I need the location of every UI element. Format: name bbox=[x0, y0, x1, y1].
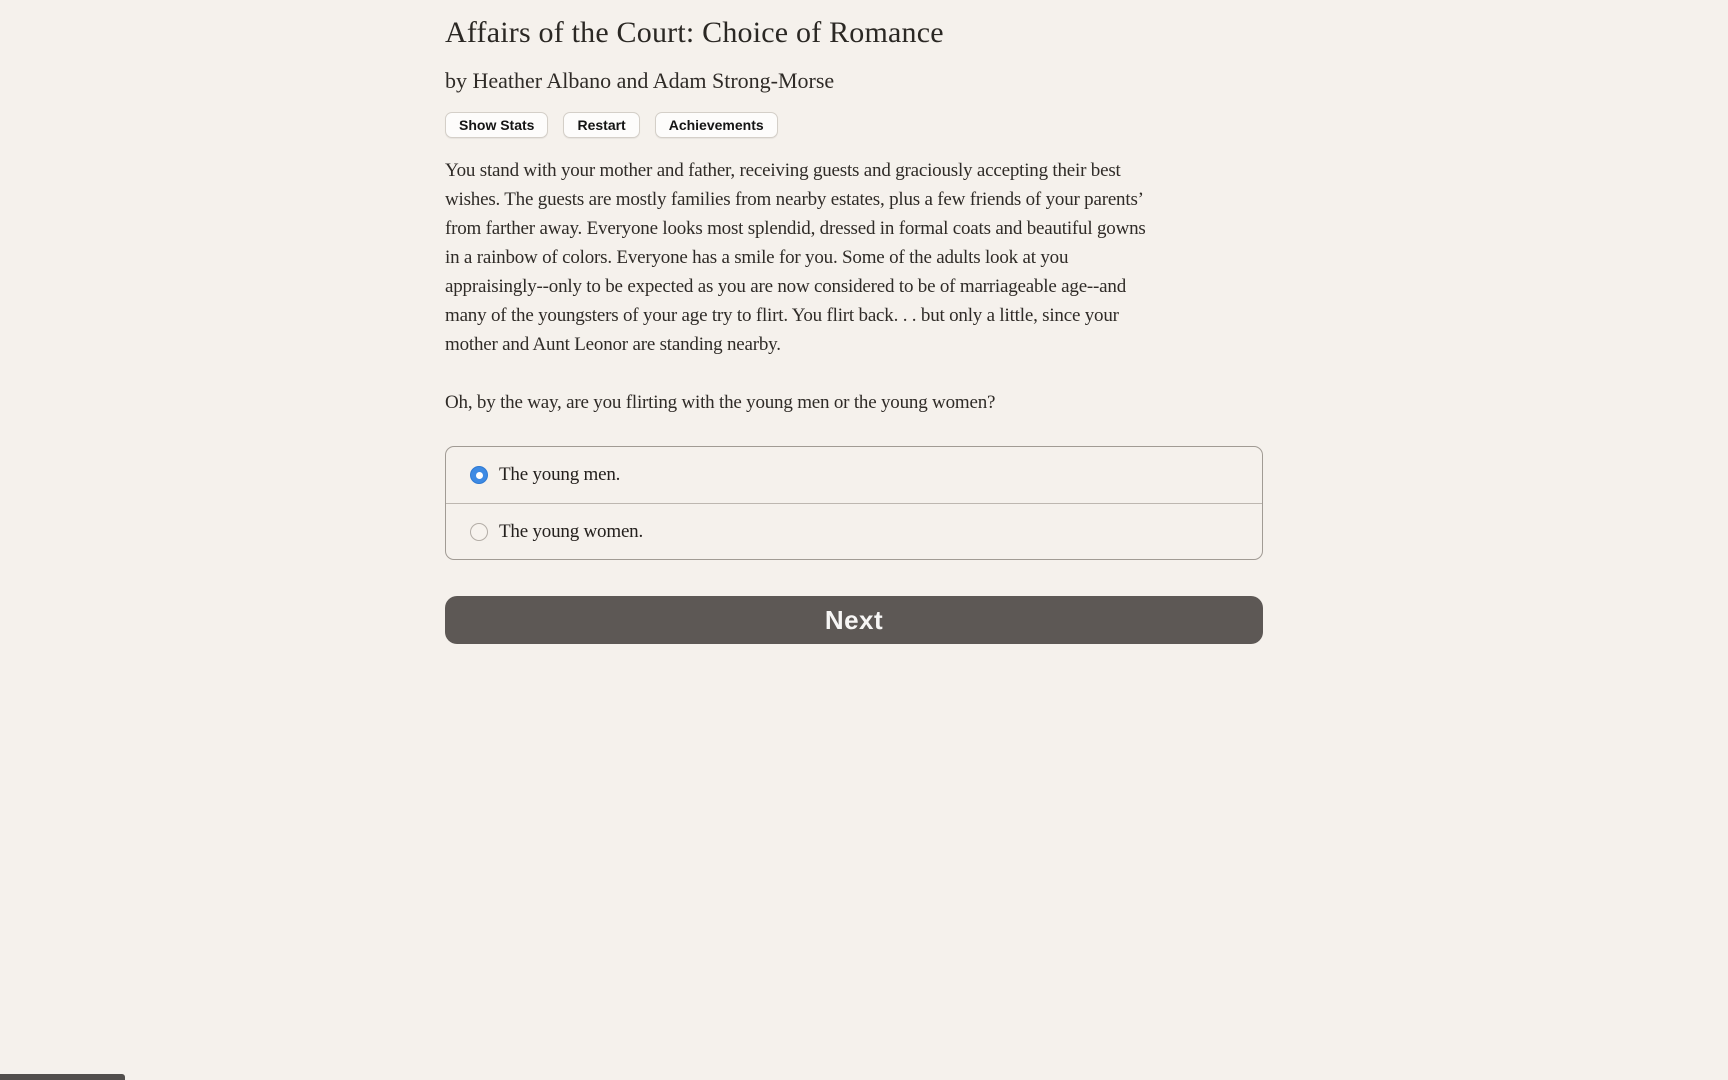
choice-option-young-women[interactable] bbox=[446, 503, 1262, 559]
choice-label: The young women. bbox=[499, 520, 644, 542]
toolbar bbox=[445, 112, 1263, 138]
author-byline: by Heather Albano and Adam Strong-Morse bbox=[445, 67, 835, 93]
page-title: Affairs of the Court: Choice of Romance bbox=[445, 16, 944, 49]
restart-button[interactable]: Restart bbox=[563, 112, 639, 138]
achievements-button[interactable]: Achievements bbox=[655, 112, 778, 138]
screen-corner-bar bbox=[0, 1074, 125, 1080]
paragraph-line: from farther away. Everyone looks most splendid, dressed in formal coats and beautiful gowns bbox=[445, 218, 1146, 240]
choice-option-young-men[interactable] bbox=[446, 447, 1262, 503]
story-question: Oh, by the way, are you flirting with the young men or the young women? bbox=[445, 392, 996, 414]
paragraph-line: mother and Aunt Leonor are standing nearby. bbox=[445, 334, 781, 356]
paragraph-line: in a rainbow of colors. Everyone has a smile for you. Some of the adults look at you bbox=[445, 247, 1069, 269]
show-stats-button[interactable]: Show Stats bbox=[445, 112, 548, 138]
next-button[interactable]: Next bbox=[445, 596, 1263, 644]
story-paragraph bbox=[445, 156, 1263, 359]
paragraph-line: You stand with your mother and father, receiving guests and graciously accepting their best bbox=[445, 160, 1121, 182]
radio-button-icon[interactable] bbox=[470, 466, 488, 484]
choice-label: The young men. bbox=[499, 464, 621, 486]
game-content-column bbox=[445, 0, 1263, 644]
paragraph-line: many of the youngsters of your age try to flirt. You flirt back. . . but only a little, since your bbox=[445, 305, 1119, 327]
paragraph-line: appraisingly--only to be expected as you are now considered to be of marriageable age--and bbox=[445, 276, 1127, 298]
choice-group bbox=[445, 446, 1263, 560]
radio-button-icon[interactable] bbox=[470, 523, 488, 541]
paragraph-line: wishes. The guests are mostly families from nearby estates, plus a few friends of your parents’ bbox=[445, 189, 1144, 211]
